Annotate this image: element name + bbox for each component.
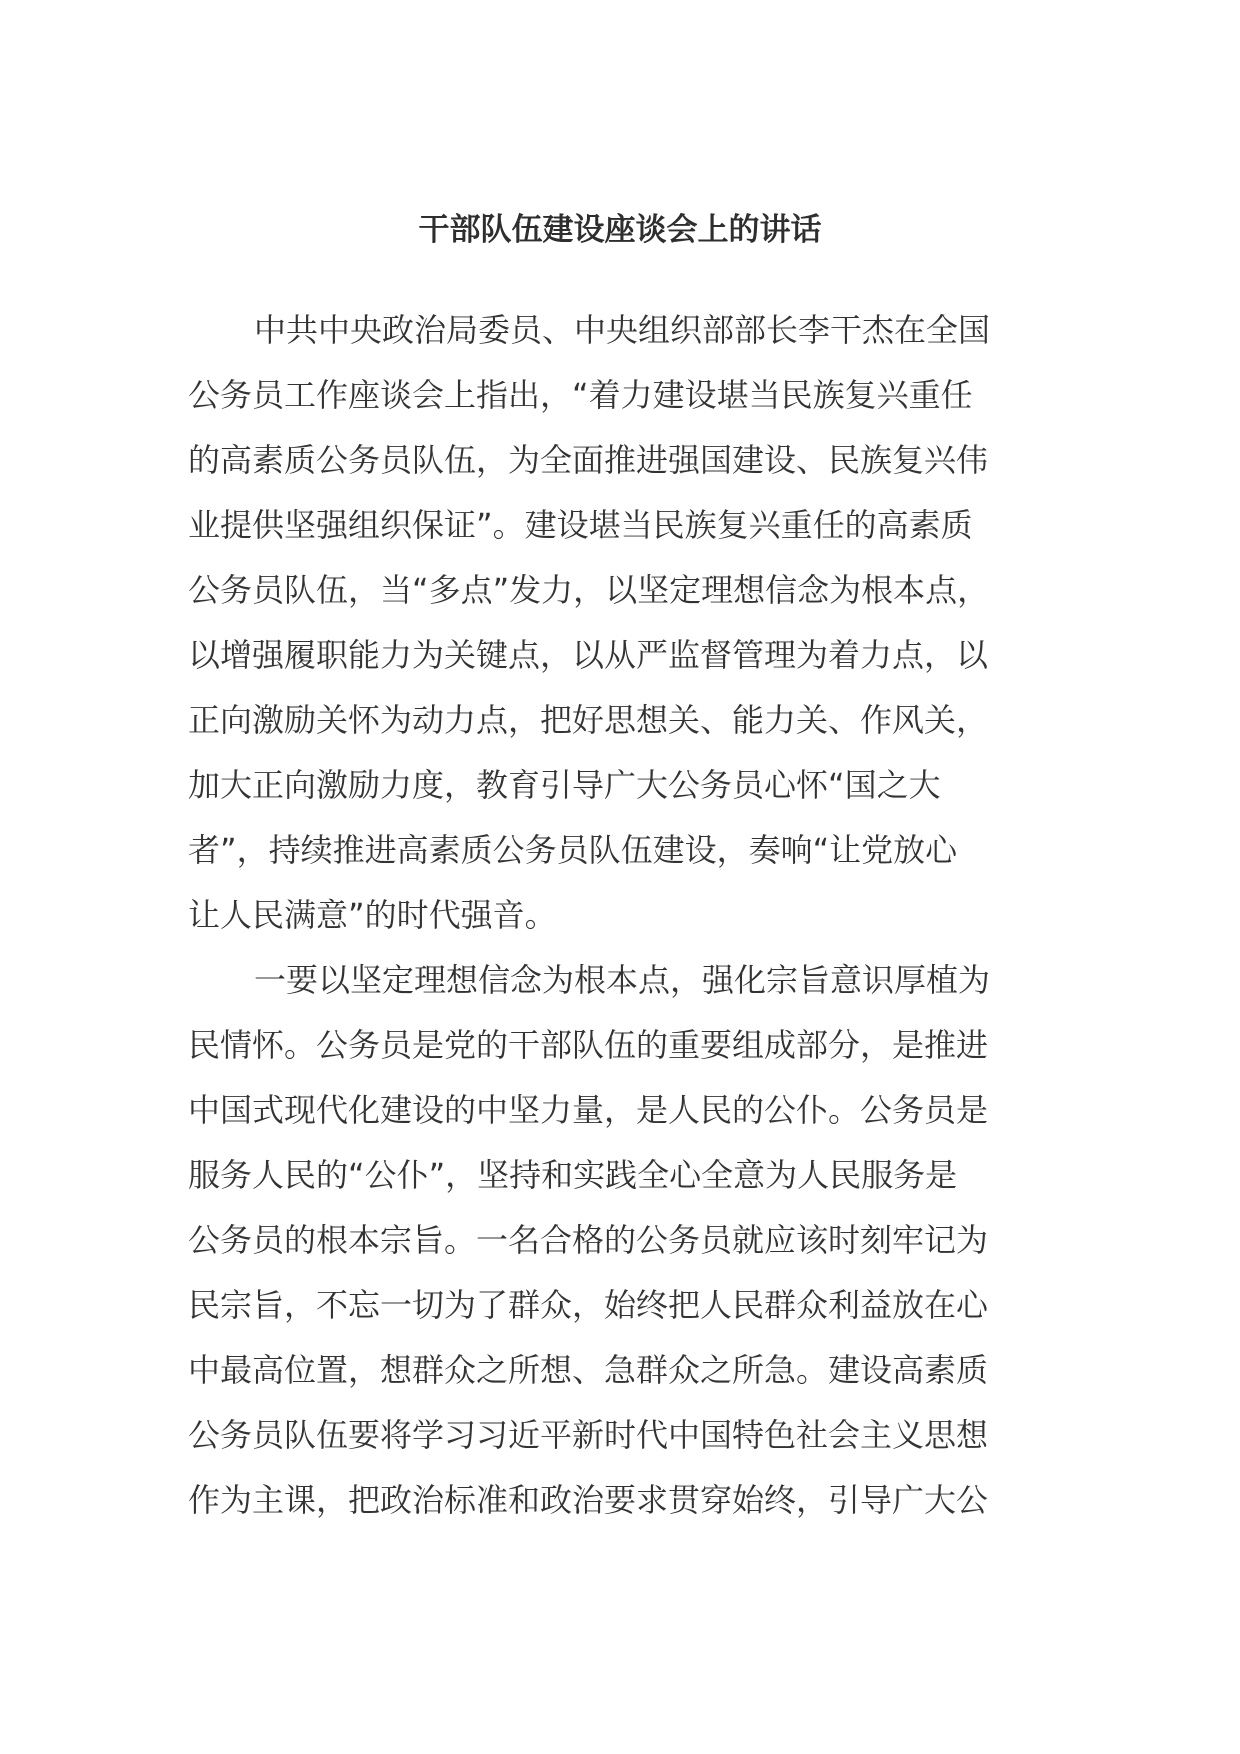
paragraph-2-line-6: 民宗旨，不忘一切为了群众，始终把人民群众利益放在心 (188, 1286, 989, 1324)
paragraph-2-line-9: 作为主课，把政治标准和政治要求贯穿始终，引导广大公 (188, 1481, 989, 1519)
paragraph-1-line-7: 正向激励关怀为动力点，把好思想关、能力关、作风关， (188, 701, 989, 739)
paragraph-2-line-2: 民情怀。公务员是党的干部队伍的重要组成部分，是推进 (188, 1026, 989, 1064)
paragraph-2-line-8: 公务员队伍要将学习习近平新时代中国特色社会主义思想 (188, 1416, 989, 1454)
paragraph-1-line-3: 的高素质公务员队伍，为全面推进强国建设、民族复兴伟 (188, 441, 989, 479)
paragraph-1-line-2: 公务员工作座谈会上指出，“着力建设堪当民族复兴重任 (188, 376, 973, 414)
paragraph-2-line-4: 服务人民的“公仆”，坚持和实践全心全意为人民服务是 (188, 1156, 958, 1194)
paragraph-2-line-5: 公务员的根本宗旨。一名合格的公务员就应该时刻牢记为 (188, 1221, 989, 1259)
paragraph-2-line-1: 一要以坚定理想信念为根本点，强化宗旨意识厚植为 (254, 961, 991, 999)
paragraph-1-line-4: 业提供坚强组织保证”。建设堪当民族复兴重任的高素质 (188, 506, 973, 544)
paragraph-1-line-9: 者”，持续推进高素质公务员队伍建设，奏响“让党放心 (188, 831, 958, 869)
paragraph-1-line-6: 以增强履职能力为关键点，以从严监督管理为着力点，以 (188, 636, 989, 674)
document-body (188, 298, 1028, 1533)
paragraph-1-line-8: 加大正向激励力度，教育引导广大公务员心怀“国之大 (188, 766, 941, 804)
document-title: 干部队伍建设座谈会上的讲话 (418, 212, 822, 248)
paragraph-1-line-5: 公务员队伍，当“多点”发力，以坚定理想信念为根本点， (188, 571, 990, 609)
paragraph-1-line-1: 中共中央政治局委员、中央组织部部长李干杰在全国 (254, 311, 991, 349)
paragraph-2-line-7: 中最高位置，想群众之所想、急群众之所急。建设高素质 (188, 1351, 989, 1389)
paragraph-1-line-10: 让人民满意”的时代强音。 (188, 896, 557, 934)
paragraph-2-line-3: 中国式现代化建设的中坚力量，是人民的公仆。公务员是 (188, 1091, 989, 1129)
